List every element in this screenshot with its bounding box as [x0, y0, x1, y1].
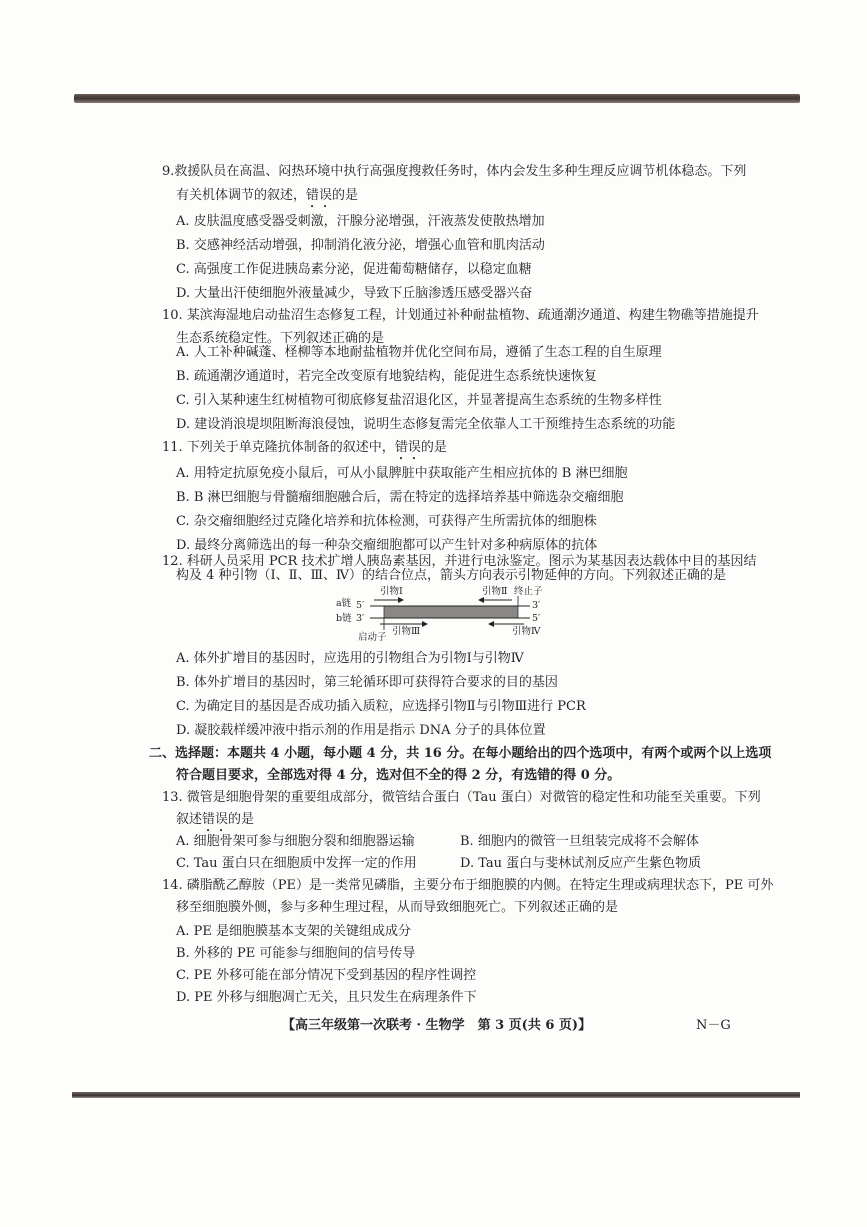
page-footer: 【高三年级第一次联考 · 生物学 第 3 页(共 6 页)】	[282, 1018, 592, 1033]
chain-a-label: a链	[336, 598, 352, 609]
primer-3-label: 引物Ⅲ	[392, 626, 421, 637]
q9-option-d: D. 大量出汗使细胞外液量减少，导致下丘脑渗透压感受器兴奋	[176, 286, 533, 301]
q9-option-b: B. 交感神经活动增强，抑制消化液分泌，增强心血管和肌肉活动	[176, 238, 545, 253]
gene-primer-diagram	[336, 586, 546, 644]
q13-option-c: C. Tau 蛋白只在细胞质中发挥一定的作用	[176, 856, 417, 871]
q14-option-a: A. PE 是细胞膜基本支架的关键组成成分	[176, 924, 412, 939]
q11-option-c: C. 杂交瘤细胞经过克隆化培养和抗体检测，可获得产生所需抗体的细胞株	[176, 514, 597, 529]
q14-stem-line1: 14. 磷脂酰乙醇胺（PE）是一类常见磷脂，主要分布于细胞膜的内侧。在特定生理或病理状态下，PE 可外	[162, 878, 774, 893]
q11-emphasis: 错误	[394, 440, 421, 455]
q13-emphasis: 错误	[202, 812, 229, 827]
paper-code: N－G	[696, 1018, 731, 1033]
q9-option-c: C. 高强度工作促进胰岛素分泌，促进葡萄糖储存，以稳定血糖	[176, 262, 532, 277]
primer-4-label: 引物Ⅳ	[512, 626, 541, 637]
q9-emphasis: 错误	[306, 188, 333, 203]
q12-stem-line2: 构及 4 种引物（Ⅰ、Ⅱ、Ⅲ、Ⅳ）的结合位点，箭头方向表示引物延伸的方向。下列叙述正确的是	[176, 568, 727, 583]
target-gene-block	[384, 606, 518, 618]
primer-4-arrow	[488, 621, 494, 627]
q12-option-d: D. 凝胶载样缓冲液中指示剂的作用是指示 DNA 分子的具体位置	[176, 723, 546, 738]
q14-option-d: D. PE 外移与细胞凋亡无关，且只发生在病理条件下	[176, 990, 477, 1005]
primer-1-label: 引物Ⅰ	[380, 586, 403, 597]
section-2-instructions: 符合题目要求，全部选对得 4 分，选对但不全的得 2 分，有选错的得 0 分。	[176, 768, 621, 783]
primer-1-arrow	[398, 597, 404, 603]
q12-option-c: C. 为确定目的基因是否成功插入质粒，应选择引物Ⅱ与引物Ⅲ进行 PCR	[176, 699, 586, 714]
q13-stem-line1: 13. 微管是细胞骨架的重要组成部分，微管结合蛋白（Tau 蛋白）对微管的稳定性和功能至关重要。下列	[162, 790, 761, 805]
q14-option-b: B. 外移的 PE 可能参与细胞间的信号传导	[176, 946, 416, 961]
primer-2-arrow	[478, 597, 484, 603]
q10-option-d: D. 建设消浪堤坝阻断海浪侵蚀，说明生态修复需完全依靠人工干预维持生态系统的功能	[176, 417, 676, 432]
bottom-rule	[72, 1092, 800, 1098]
primer-2-label: 引物Ⅱ	[482, 586, 508, 597]
q10-stem-line1: 10. 某滨海湿地启动盐沼生态修复工程，计划通过补种耐盐植物、疏通潮汐通道、构建生物礁等措施提升	[162, 308, 759, 323]
q14-option-c: C. PE 外移可能在部分情况下受到基因的程序性调控	[176, 968, 477, 983]
q10-option-a: A. 人工补种碱蓬、柽柳等本地耐盐植物并优化空间布局，遵循了生态工程的自生原理	[176, 345, 662, 360]
q11-stem: 11. 下列关于单克隆抗体制备的叙述中，错误的是	[162, 440, 447, 455]
q12-option-b: B. 体外扩增目的基因时，第三轮循环即可获得符合要求的目的基因	[176, 675, 558, 690]
promoter-label: 启动子	[358, 632, 387, 643]
chain-a-3prime: 3′	[532, 600, 541, 611]
q11-option-a: A. 用特定抗原免疫小鼠后，可从小鼠脾脏中获取能产生相应抗体的 B 淋巴细胞	[176, 466, 628, 481]
chain-a-5prime: 5′	[356, 600, 365, 611]
q9-stem-line2: 有关机体调节的叙述，错误的是	[176, 188, 359, 203]
q11-option-b: B. B 淋巴细胞与骨髓瘤细胞融合后，需在特定的选择培养基中筛选杂交瘤细胞	[176, 490, 624, 505]
q13-option-b: B. 细胞内的微管一旦组装完成将不会解体	[460, 834, 699, 849]
q14-stem-line2: 移至细胞膜外侧，参与多种生理过程，从而导致细胞死亡。下列叙述正确的是	[176, 900, 619, 915]
q9-option-a: A. 皮肤温度感受器受刺激，汗腺分泌增强，汗液蒸发使散热增加	[176, 214, 545, 229]
q10-option-b: B. 疏通潮汐通道时，若完全改变原有地貌结构，能促进生态系统快速恢复	[176, 369, 597, 384]
chain-b-5prime: 5′	[532, 613, 541, 624]
q13-option-d: D. Tau 蛋白与斐林试剂反应产生紫色物质	[460, 856, 702, 871]
q12-stem-line1: 12. 科研人员采用 PCR 技术扩增人胰岛素基因，并进行电泳鉴定。图示为某基因表达载体中目的基因结	[162, 554, 757, 569]
q9-stem-line1: 9.救援队员在高温、闷热环境中执行高强度搜救任务时，体内会发生多种生理反应调节机体稳态。下列	[162, 164, 747, 179]
section-2-heading: 二、选择题：本题共 4 小题，每小题 4 分，共 16 分。在每小题给出的四个选项中，有两个或两个以上选项	[149, 746, 772, 761]
q13-option-a: A. 细胞骨架可参与细胞分裂和细胞器运输	[176, 834, 415, 849]
q12-option-a: A. 体外扩增目的基因时，应选用的引物组合为引物Ⅰ与引物Ⅳ	[176, 651, 524, 666]
q11-option-d: D. 最终分离筛选出的每一种杂交瘤细胞都可以产生针对多种病原体的抗体	[176, 538, 598, 553]
chain-b-label: b链	[336, 613, 352, 624]
q13-stem-line2: 叙述错误的是	[176, 812, 255, 827]
terminator-label: 终止子	[514, 586, 543, 597]
q10-option-c: C. 引入某种速生红树植物可彻底修复盐沼退化区，并显著提高生态系统的生物多样性	[176, 393, 662, 408]
chain-b-3prime: 3′	[356, 613, 365, 624]
q10-stem-line2: 生态系统稳定性。下列叙述正确的是	[176, 331, 385, 346]
primer-3-arrow	[422, 621, 428, 627]
